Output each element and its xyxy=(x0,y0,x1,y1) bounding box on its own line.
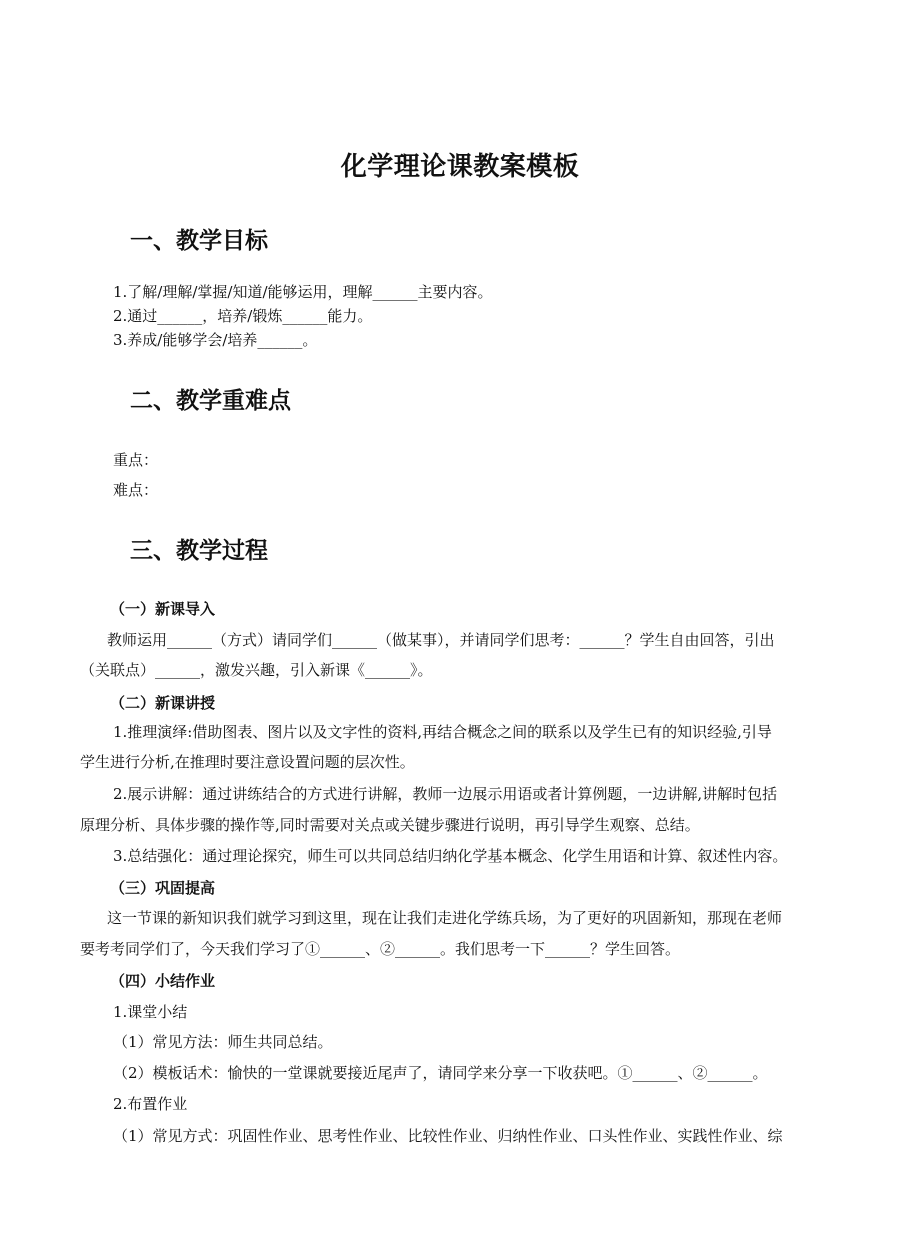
objective-item: 2.通过______，培养/锻炼______能力。 xyxy=(113,307,373,325)
subsection-heading-intro: （一）新课导入 xyxy=(110,600,216,618)
lecture-line: 3.总结强化：通过理论探究，师生可以共同总结归纳化学基本概念、化学生用语和计算、叙述性内容。 xyxy=(113,847,788,865)
summary-line: 2.布置作业 xyxy=(113,1095,188,1113)
section-heading-process: 三、教学过程 xyxy=(130,538,268,564)
intro-line: 教师运用______（方式）请同学们______（做某事），并请同学们思考：______？学生自由回答，引出 xyxy=(107,631,775,649)
summary-line: （1）常见方式：巩固性作业、思考性作业、比较性作业、归纳性作业、口头性作业、实践性作业、综 xyxy=(113,1127,783,1145)
subsection-heading-consolidation: （三）巩固提高 xyxy=(110,879,216,897)
summary-line: 1.课堂小结 xyxy=(113,1003,188,1021)
summary-line: （1）常见方法：师生共同总结。 xyxy=(113,1033,333,1051)
lecture-line: 原理分析、具体步骤的操作等,同时需要对关点或关键步骤进行说明，再引导学生观察、总结。 xyxy=(80,816,700,834)
section-heading-key-points: 二、教学重难点 xyxy=(130,388,291,414)
section-heading-objectives: 一、教学目标 xyxy=(130,228,268,254)
subsection-heading-lecture: （二）新课讲授 xyxy=(110,694,216,712)
subsection-heading-summary: （四）小结作业 xyxy=(110,972,216,990)
lecture-line: 学生进行分析,在推理时要注意设置问题的层次性。 xyxy=(80,753,415,771)
consolidation-line: 这一节课的新知识我们就学习到这里，现在让我们走进化学练兵场，为了更好的巩固新知，那现在老师 xyxy=(107,909,783,927)
consolidation-line: 要考考同学们了，今天我们学习了①______、②______。我们思考一下______？学生回答。 xyxy=(80,940,681,958)
objective-item: 3.养成/能够学会/培养______。 xyxy=(113,331,318,349)
lecture-line: 1.推理演绎:借助图表、图片以及文字性的资料,再结合概念之间的联系以及学生已有的知识经验,引导 xyxy=(113,723,772,741)
document-title: 化学理论课教案模板 xyxy=(340,152,580,182)
objective-item: 1.了解/理解/掌握/知道/能够运用，理解______主要内容。 xyxy=(113,283,493,301)
summary-line: （2）模板话术：愉快的一堂课就要接近尾声了，请同学来分享一下收获吧。①______、②______。 xyxy=(113,1064,768,1082)
important-point-label: 重点： xyxy=(113,451,159,469)
difficult-point-label: 难点： xyxy=(113,481,159,499)
lecture-line: 2.展示讲解：通过讲练结合的方式进行讲解，教师一边展示用语或者计算例题，一边讲解,讲解时包括 xyxy=(113,785,778,803)
intro-line: （关联点）______，激发兴趣，引入新课《______》。 xyxy=(80,661,433,679)
